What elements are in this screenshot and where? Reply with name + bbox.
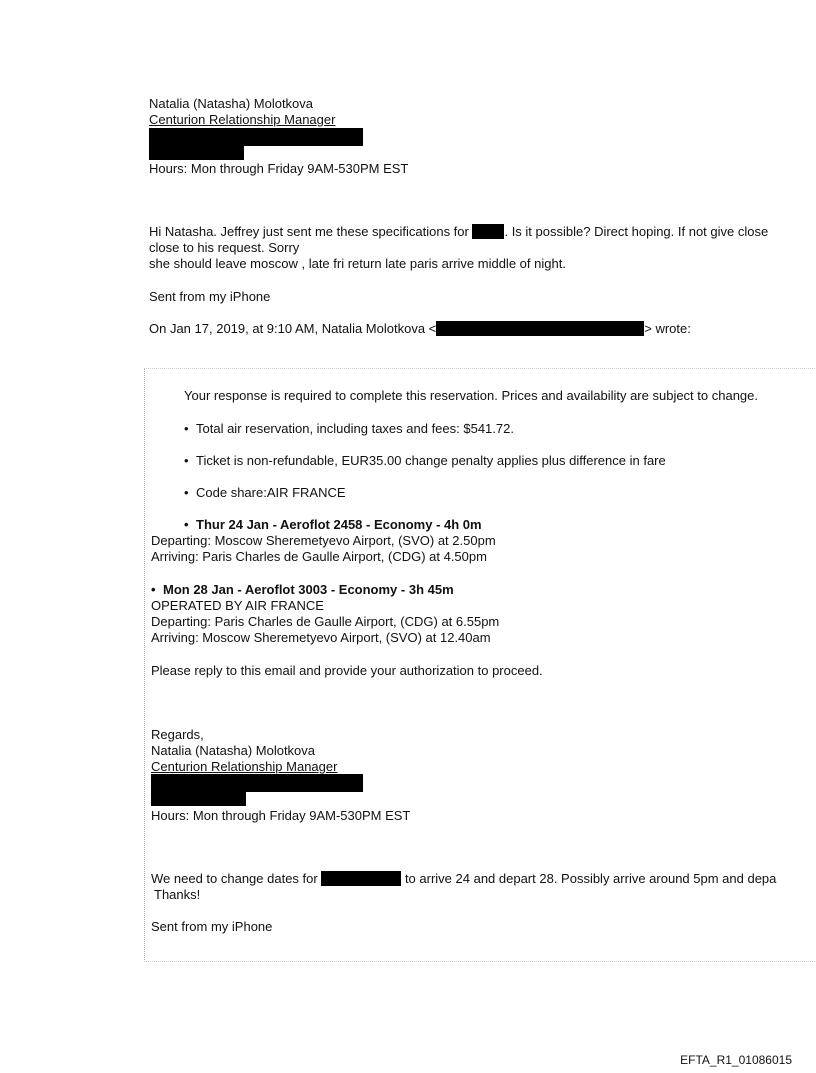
regards: Regards, bbox=[151, 727, 204, 742]
bullet-item bbox=[184, 421, 514, 437]
flight-2-heading-text: Mon 28 Jan - Aeroflot 3003 - Economy - 3h 45m bbox=[163, 582, 454, 597]
authorization-request: Please reply to this email and provide your authorization to proceed. bbox=[151, 663, 543, 678]
redaction-block bbox=[151, 792, 246, 806]
bullet-item bbox=[184, 453, 666, 469]
quoted-signature-name: Natalia (Natasha) Molotkova bbox=[151, 743, 316, 758]
quoted-signature-hours: Hours: Mon through Friday 9AM-530PM EST bbox=[151, 808, 411, 823]
on-date-wrote-end: > wrote: bbox=[644, 321, 691, 336]
document-id: EFTA_R1_01086015 bbox=[680, 1053, 792, 1067]
bullet-marker: • bbox=[184, 453, 189, 468]
bullet-marker: • bbox=[184, 517, 189, 532]
quoted-signature-title: Centurion Relationship Manager bbox=[151, 759, 338, 774]
redaction-inline bbox=[321, 871, 401, 886]
signature-hours: Hours: Mon through Friday 9AM-530PM EST bbox=[149, 161, 409, 176]
quoted-sent-from-iphone: Sent from my iPhone bbox=[151, 919, 273, 934]
bullet-item bbox=[184, 485, 346, 501]
flight-2-operated: OPERATED BY AIR FRANCE bbox=[151, 598, 324, 613]
on-date-wrote-start: On Jan 17, 2019, at 9:10 AM, Natalia Molotkova < bbox=[149, 321, 437, 336]
flight-2-departing: Departing: Paris Charles de Gaulle Airport, (CDG) at 6.55pm bbox=[151, 614, 500, 629]
bullet-text: Total air reservation, including taxes and fees: $541.72. bbox=[196, 421, 514, 436]
signature-name: Natalia (Natasha) Molotkova bbox=[149, 96, 314, 111]
on-date-wrote bbox=[149, 321, 691, 337]
bullet-marker: • bbox=[184, 421, 189, 436]
flight-1-arriving: Arriving: Paris Charles de Gaulle Airport, (CDG) at 4.50pm bbox=[151, 549, 487, 564]
change-dates-start: We need to change dates for bbox=[151, 871, 322, 886]
reply-line-1-start: Hi Natasha. Jeffrey just sent me these specifications for bbox=[149, 224, 473, 239]
flight-2-heading bbox=[151, 582, 454, 598]
flight-1-heading bbox=[184, 517, 482, 533]
bullet-marker: • bbox=[184, 485, 189, 500]
redaction-block bbox=[151, 774, 363, 792]
redaction-inline bbox=[472, 224, 504, 239]
bullet-text: Code share:AIR FRANCE bbox=[196, 485, 346, 500]
reply-line-1 bbox=[149, 224, 768, 240]
redaction-block bbox=[149, 146, 244, 160]
flight-1-departing: Departing: Moscow Sheremetyevo Airport, (SVO) at 2.50pm bbox=[151, 533, 496, 548]
redaction-block bbox=[149, 128, 363, 146]
sent-from-iphone: Sent from my iPhone bbox=[149, 289, 271, 304]
reply-line-2: close to his request. Sorry bbox=[149, 240, 300, 255]
reply-line-3: she should leave moscow , late fri return late paris arrive middle of night. bbox=[149, 256, 566, 271]
bullet-marker: • bbox=[151, 582, 156, 597]
signature-title: Centurion Relationship Manager bbox=[149, 112, 336, 127]
redaction-email bbox=[436, 321, 644, 336]
flight-2-arriving: Arriving: Moscow Sheremetyevo Airport, (SVO) at 12.40am bbox=[151, 630, 491, 645]
bullet-text: Ticket is non-refundable, EUR35.00 change penalty applies plus difference in fare bbox=[196, 453, 666, 468]
reply-line-1-end: . Is it possible? Direct hoping. If not give close bbox=[504, 224, 769, 239]
change-dates-line bbox=[151, 871, 776, 887]
change-dates-end: to arrive 24 and depart 28. Possibly arrive around 5pm and depa bbox=[401, 871, 777, 886]
flight-1-heading-text: Thur 24 Jan - Aeroflot 2458 - Economy - 4h 0m bbox=[196, 517, 482, 532]
quoted-intro: Your response is required to complete this reservation. Prices and availability are subject to change. bbox=[184, 388, 758, 403]
thanks: Thanks! bbox=[154, 887, 201, 902]
